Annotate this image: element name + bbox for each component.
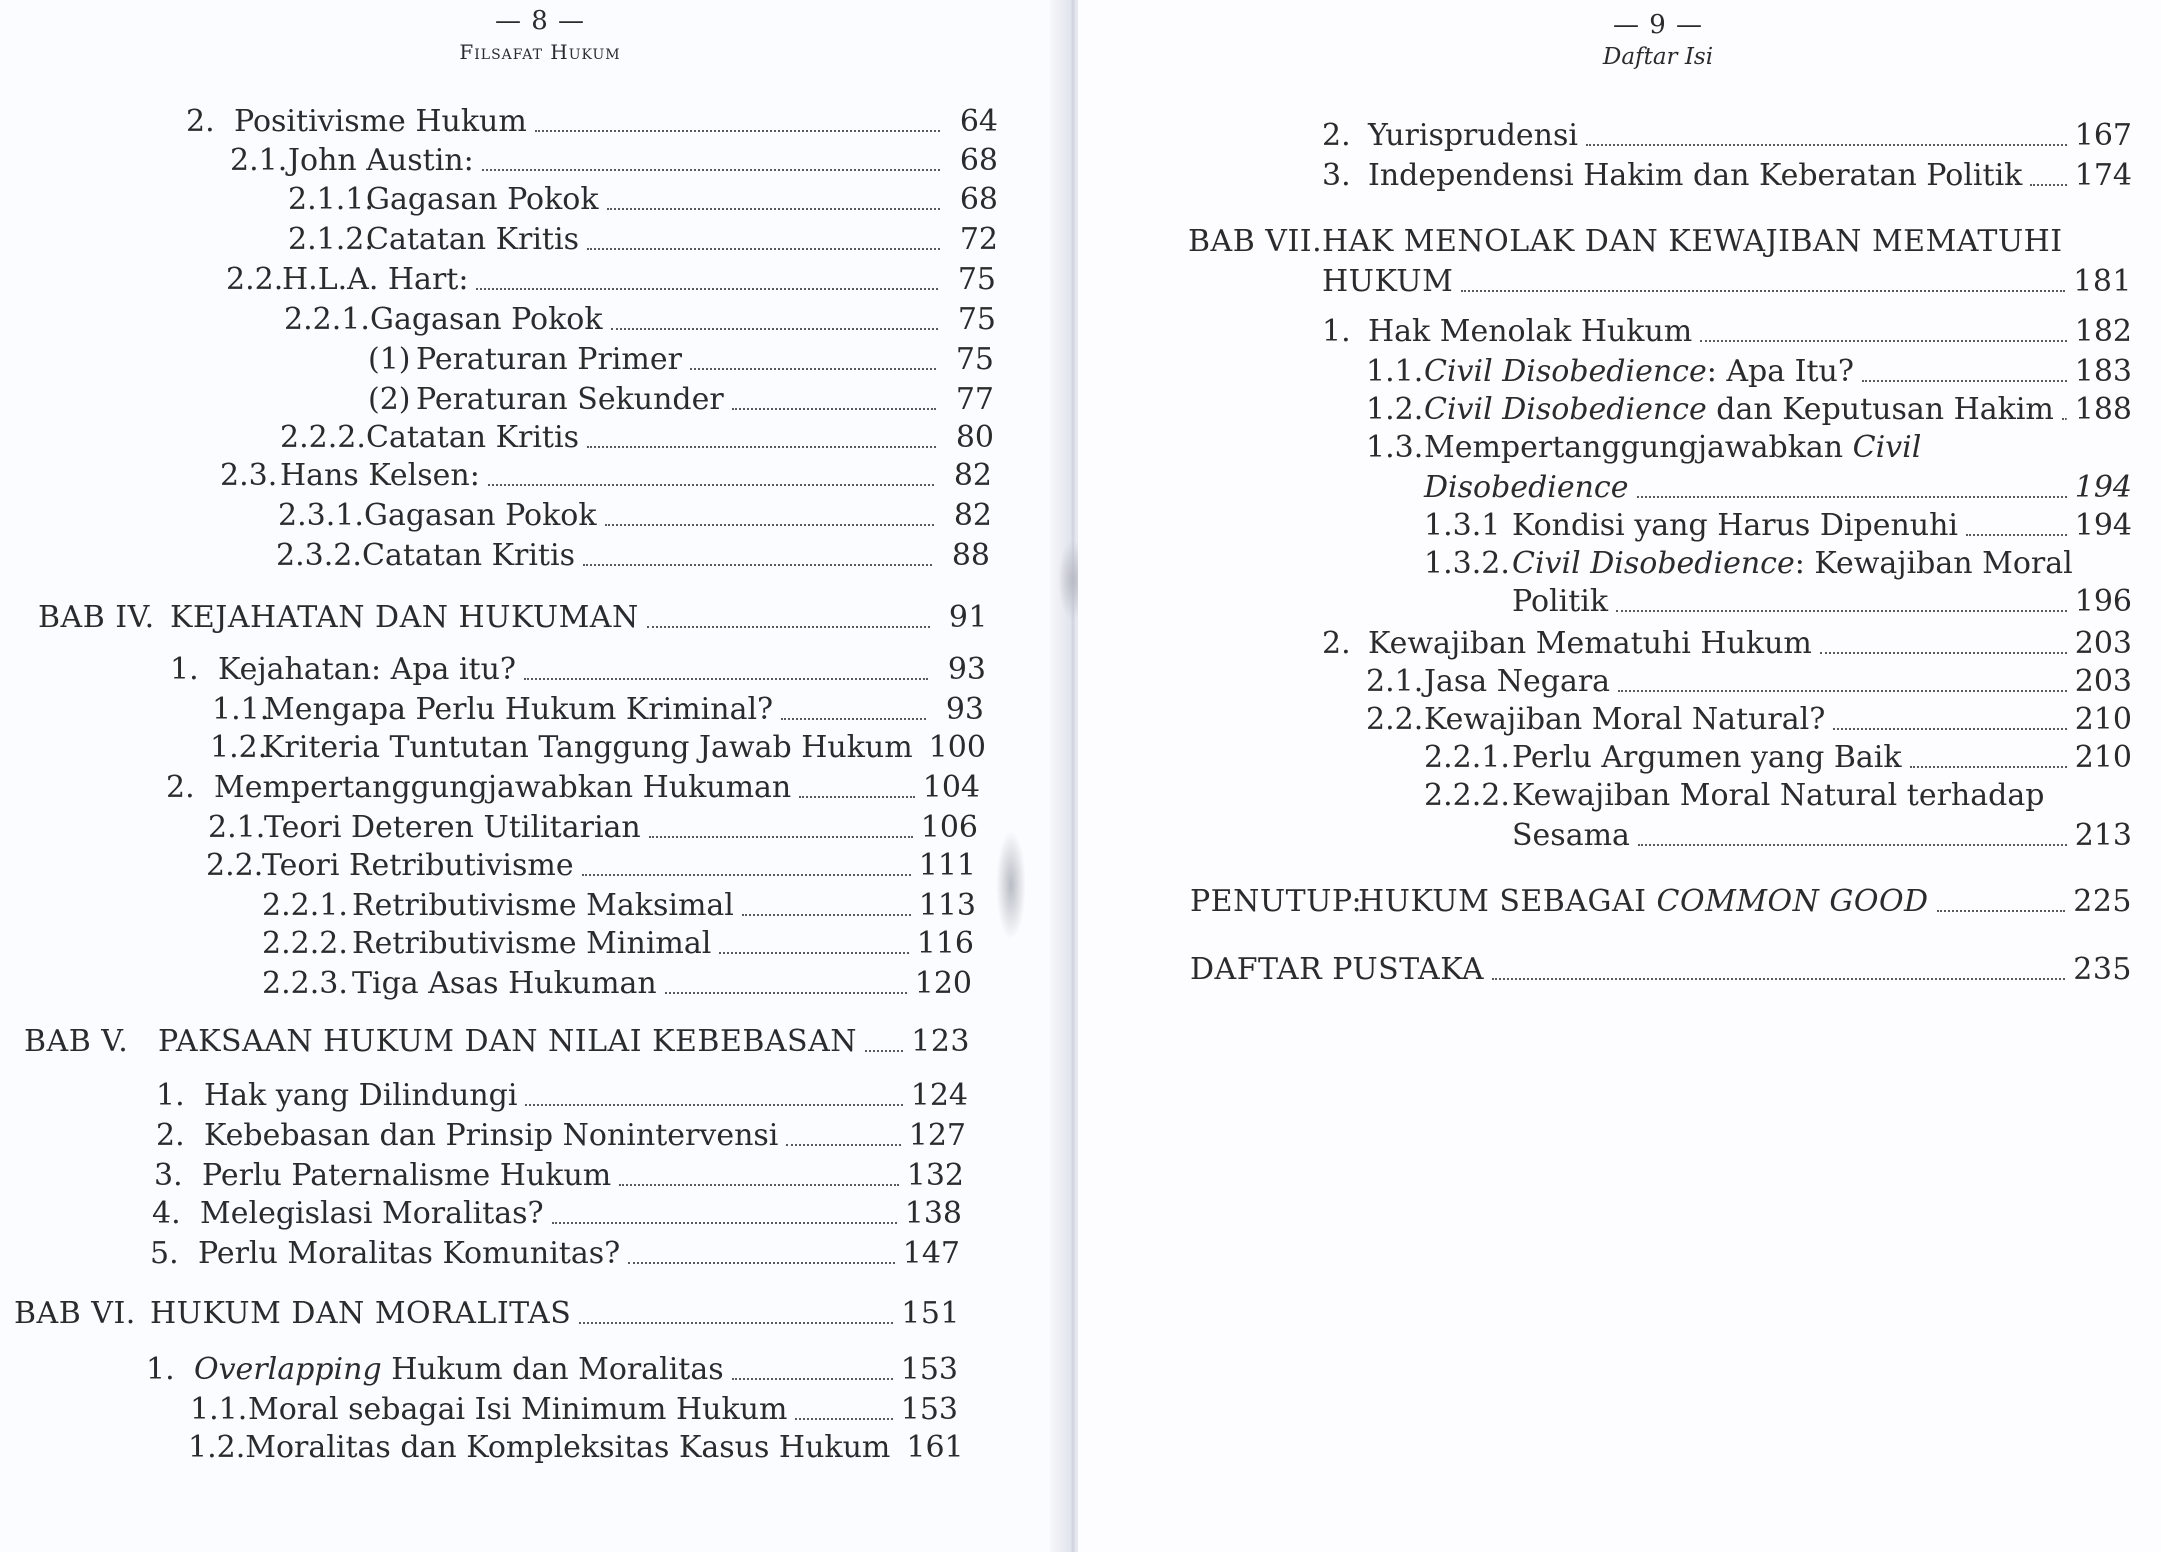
toc-entry[interactable]: 2. Positivisme Hukum 64 xyxy=(186,104,998,139)
leader-dots xyxy=(732,406,936,410)
running-title: Filsafat Hukum xyxy=(459,40,621,64)
page-ref: 68 xyxy=(959,182,998,217)
toc-entry[interactable]: 1. Overlapping Hukum dan Moralitas 153 xyxy=(146,1352,958,1387)
page-ref: 196 xyxy=(2074,584,2132,619)
page-ref: 161 xyxy=(906,1430,964,1465)
page-ref: 82 xyxy=(953,458,992,493)
leader-dots xyxy=(1618,688,2067,692)
toc-entry[interactable]: 2.2.1. Perlu Argumen yang Baik 210 xyxy=(1424,740,2132,775)
leader-dots xyxy=(732,1376,893,1380)
leader-dots xyxy=(628,1260,895,1264)
toc-entry[interactable]: 1.2. Civil Disobedience dan Keputusan Hakim 188 xyxy=(1366,392,2132,427)
leader-dots xyxy=(579,1320,893,1324)
leader-dots xyxy=(1637,494,2067,498)
leader-dots xyxy=(1910,764,2067,768)
leader-dots xyxy=(535,128,940,132)
toc-entry[interactable]: 2.1.1. Gagasan Pokok 68 xyxy=(288,182,998,217)
toc-entry[interactable]: 2. Yurisprudensi 167 xyxy=(1322,118,2132,153)
toc-chapter-cont[interactable]: HUKUM 181 xyxy=(1322,264,2132,299)
page-ref: 151 xyxy=(901,1296,960,1331)
page-ref: 210 xyxy=(2074,702,2132,737)
leader-dots xyxy=(1616,608,2067,612)
page-ref: 182 xyxy=(2074,314,2132,349)
leader-dots xyxy=(587,246,940,250)
leader-dots xyxy=(795,1416,892,1420)
page-ref: 111 xyxy=(918,848,976,883)
page-number: — 8 — xyxy=(494,6,586,36)
toc-entry[interactable]: 2.2.1. Gagasan Pokok 75 xyxy=(284,302,996,337)
leader-dots xyxy=(1833,726,2066,730)
toc-entry[interactable]: (2) Peraturan Sekunder 77 xyxy=(368,382,994,417)
page-ref: 194 xyxy=(2074,470,2132,505)
leader-dots xyxy=(1492,976,2065,980)
leader-dots xyxy=(583,562,932,566)
page-ref: 183 xyxy=(2074,354,2132,389)
toc-entry[interactable]: 2. Mempertanggungjawabkan Hukuman 104 xyxy=(166,770,980,805)
page-ref: 75 xyxy=(955,342,994,377)
left-page xyxy=(0,0,1074,1552)
toc-entry[interactable]: 2.1. Jasa Negara 203 xyxy=(1366,664,2132,699)
leader-dots xyxy=(1937,908,2066,912)
leader-dots xyxy=(1862,378,2067,382)
page-ref: 194 xyxy=(2074,508,2132,543)
toc-entry[interactable]: (1) Peraturan Primer 75 xyxy=(368,342,994,377)
leader-dots xyxy=(781,716,926,720)
page-ref: 138 xyxy=(904,1196,962,1231)
page-ref: 93 xyxy=(945,692,984,727)
right-page-header xyxy=(1538,10,1778,70)
page-ref: 93 xyxy=(947,652,986,687)
page-ref: 167 xyxy=(2074,118,2132,153)
toc-entry[interactable]: 2.2. Teori Retributivisme 111 xyxy=(206,848,976,883)
toc-entry[interactable]: 2.1.2. Catatan Kritis 72 xyxy=(288,222,998,257)
toc-entry[interactable]: 2.2. H.L.A. Hart: 75 xyxy=(226,262,996,297)
toc-entry[interactable]: 5. Perlu Moralitas Komunitas? 147 xyxy=(150,1236,960,1271)
toc-entry[interactable]: 2.2.2. Retributivisme Minimal 116 xyxy=(262,926,974,961)
page-ref: 68 xyxy=(959,143,998,178)
page-ref: 75 xyxy=(957,302,996,337)
toc-entry[interactable]: 3. Perlu Paternalisme Hukum 132 xyxy=(154,1158,964,1193)
leader-dots xyxy=(1700,338,2066,342)
leader-dots xyxy=(865,1048,903,1052)
leader-dots xyxy=(582,872,911,876)
toc-entry-cont[interactable]: Politik 196 xyxy=(1512,584,2132,619)
page-ref: 235 xyxy=(2073,952,2132,987)
leader-dots xyxy=(552,1220,897,1224)
toc-entry[interactable]: 2.3. Hans Kelsen: 82 xyxy=(220,458,992,493)
page-ref: 82 xyxy=(953,498,992,533)
toc-entry[interactable]: 2. Kewajiban Mematuhi Hukum 203 xyxy=(1322,626,2132,661)
leader-dots xyxy=(647,624,930,628)
leader-dots xyxy=(649,834,913,838)
leader-dots xyxy=(799,794,914,798)
toc-entry[interactable]: 2.2.2. Catatan Kritis 80 xyxy=(280,420,994,455)
page-ref: 174 xyxy=(2074,158,2132,193)
toc-entry[interactable]: 2. Kebebasan dan Prinsip Nonintervensi 127 xyxy=(156,1118,966,1153)
toc-entry[interactable]: 1.1. Mengapa Perlu Hukum Kriminal? 93 xyxy=(212,692,984,727)
leader-dots xyxy=(1461,288,2065,292)
toc-chapter[interactable]: BAB IV. KEJAHATAN DAN HUKUMAN 91 xyxy=(38,600,988,635)
page-ref: 100 xyxy=(928,730,986,765)
toc-entry[interactable]: 2.1. Teori Deteren Utilitarian 106 xyxy=(208,810,978,845)
leader-dots xyxy=(524,676,928,680)
toc-chapter[interactable]: DAFTAR PUSTAKA 235 xyxy=(1190,952,2132,987)
leader-dots xyxy=(1586,142,2067,146)
left-page-header xyxy=(420,6,660,64)
leader-dots xyxy=(665,990,907,994)
toc-entry[interactable]: 1.2. Moralitas dan Kompleksitas Kasus Hukum 161 xyxy=(188,1430,964,1465)
leader-dots xyxy=(690,366,936,370)
page-ref: 203 xyxy=(2074,626,2132,661)
page-ref: 64 xyxy=(959,104,998,139)
toc-entry[interactable]: 1. Hak yang Dilindungi 124 xyxy=(156,1078,968,1113)
page-ref: 127 xyxy=(908,1118,966,1153)
page-ref: 72 xyxy=(959,222,998,257)
running-title: Daftar Isi xyxy=(1602,44,1714,70)
toc-chapter[interactable]: BAB VI. HUKUM DAN MORALITAS 151 xyxy=(14,1296,960,1331)
leader-dots xyxy=(786,1142,900,1146)
page-ref: 188 xyxy=(2074,392,2132,427)
leader-dots xyxy=(611,326,938,330)
leader-dots xyxy=(1966,532,2067,536)
leader-dots xyxy=(587,444,936,448)
page-ref: 116 xyxy=(916,926,974,961)
page-ref: 120 xyxy=(914,966,972,1001)
leader-dots xyxy=(488,482,934,486)
leader-dots xyxy=(2062,416,2067,420)
leader-dots xyxy=(1638,842,2067,846)
toc-entry[interactable]: 2.3.1. Gagasan Pokok 82 xyxy=(278,498,992,533)
leader-dots xyxy=(607,206,940,210)
leader-dots xyxy=(619,1182,899,1186)
toc-entry[interactable]: 1.1. Civil Disobedience : Apa Itu? 183 xyxy=(1366,354,2132,389)
toc-entry[interactable]: 1.3.1 Kondisi yang Harus Dipenuhi 194 xyxy=(1424,508,2132,543)
scan-smudge xyxy=(996,830,1026,940)
leader-dots xyxy=(719,950,908,954)
toc-entry[interactable]: 2.3.2. Catatan Kritis 88 xyxy=(276,538,990,573)
page-ref: 181 xyxy=(2073,264,2132,299)
toc-entry[interactable]: 1. Kejahatan: Apa itu? 93 xyxy=(170,652,986,687)
toc-entry-cont[interactable]: Disobedience 194 xyxy=(1424,470,2132,505)
toc-entry[interactable]: 4. Melegislasi Moralitas? 138 xyxy=(152,1196,962,1231)
toc-entry[interactable]: 2.2. Kewajiban Moral Natural? 210 xyxy=(1366,702,2132,737)
toc-entry[interactable]: 2.2.3. Tiga Asas Hukuman 120 xyxy=(262,966,972,1001)
toc-entry[interactable]: 1. Hak Menolak Hukum 182 xyxy=(1322,314,2132,349)
toc-entry-cont[interactable]: Sesama 213 xyxy=(1512,818,2132,853)
page-ref: 132 xyxy=(906,1158,964,1193)
page-ref: 77 xyxy=(955,382,994,417)
toc-entry[interactable]: 2.1. John Austin: 68 xyxy=(230,143,998,178)
page-ref: 113 xyxy=(918,888,976,923)
toc-entry[interactable]: 1.3.2. Civil Disobedience : Kewajiban Moral xyxy=(1424,546,2073,581)
page-ref: 80 xyxy=(955,420,994,455)
leader-dots xyxy=(525,1102,902,1106)
leader-dots xyxy=(476,286,938,290)
page-ref: 225 xyxy=(2073,884,2132,919)
page-ref: 88 xyxy=(951,538,990,573)
page-ref: 104 xyxy=(922,770,980,805)
toc-chapter[interactable]: BAB VII. HAK MENOLAK DAN KEWAJIBAN MEMATUHI xyxy=(1188,224,2063,259)
toc-entry[interactable]: 3. Independensi Hakim dan Keberatan Politik 174 xyxy=(1322,158,2132,193)
right-page xyxy=(1078,0,2161,1552)
page-ref: 123 xyxy=(911,1024,970,1059)
page-ref: 153 xyxy=(900,1392,958,1427)
leader-dots xyxy=(1820,650,2067,654)
page-ref: 210 xyxy=(2074,740,2132,775)
toc-entry[interactable]: 2.2.2. Kewajiban Moral Natural terhadap xyxy=(1424,778,2045,813)
page-ref: 124 xyxy=(910,1078,968,1113)
page-ref: 75 xyxy=(957,262,996,297)
leader-dots xyxy=(742,912,911,916)
toc-entry[interactable]: 2.2.1. Retributivisme Maksimal 113 xyxy=(262,888,976,923)
page-ref: 147 xyxy=(902,1236,960,1271)
page-number: — 9 — xyxy=(1612,10,1704,40)
page-ref: 91 xyxy=(948,600,988,635)
leader-dots xyxy=(605,522,934,526)
leader-dots xyxy=(2030,182,2066,186)
toc-entry[interactable]: 1.2. Kriteria Tuntutan Tanggung Jawab Hukum 100 xyxy=(210,730,986,765)
page-ref: 203 xyxy=(2074,664,2132,699)
page-ref: 213 xyxy=(2074,818,2132,853)
page-ref: 106 xyxy=(920,810,978,845)
page-ref: 153 xyxy=(900,1352,958,1387)
toc-entry[interactable]: 1.3. Mempertanggungjawabkan Civil xyxy=(1366,430,1922,465)
toc-chapter[interactable]: PENUTUP: HUKUM SEBAGAI COMMON GOOD 225 xyxy=(1190,884,2132,919)
toc-chapter[interactable]: BAB V. PAKSAAN HUKUM DAN NILAI KEBEBASAN 123 xyxy=(24,1024,970,1059)
toc-entry[interactable]: 1.1. Moral sebagai Isi Minimum Hukum 153 xyxy=(190,1392,958,1427)
leader-dots xyxy=(482,167,940,171)
